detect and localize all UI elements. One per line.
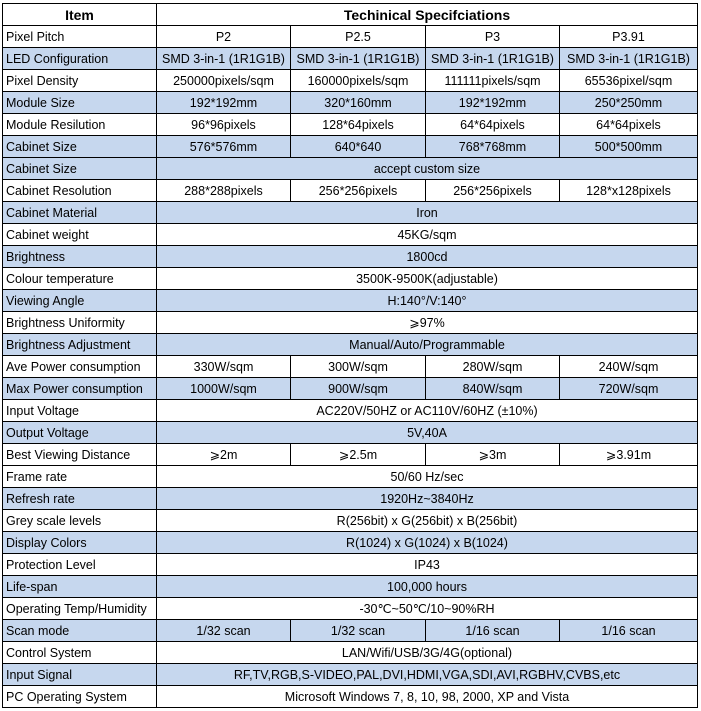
row-value: SMD 3-in-1 (1R1G1B) [291, 48, 426, 70]
row-value: 1000W/sqm [157, 378, 291, 400]
row-value: 250000pixels/sqm [157, 70, 291, 92]
table-row [3, 444, 698, 466]
row-label: Operating Temp/Humidity [3, 598, 157, 620]
table-row [3, 202, 698, 224]
row-label: Cabinet Resolution [3, 180, 157, 202]
row-value: ⩾2.5m [291, 444, 426, 466]
row-label: Cabinet Size [3, 136, 157, 158]
table-row [3, 334, 698, 356]
row-label: Brightness Uniformity [3, 312, 157, 334]
row-value: 256*256pixels [291, 180, 426, 202]
table-row [3, 620, 698, 642]
row-value: R(1024) x G(1024) x B(1024) [157, 532, 698, 554]
row-value: SMD 3-in-1 (1R1G1B) [426, 48, 560, 70]
row-value: 64*64pixels [560, 114, 698, 136]
row-value: 192*192mm [426, 92, 560, 114]
table-row [3, 532, 698, 554]
row-value: P2.5 [291, 26, 426, 48]
row-label: Grey scale levels [3, 510, 157, 532]
table-row [3, 290, 698, 312]
table-row [3, 246, 698, 268]
row-value: 160000pixels/sqm [291, 70, 426, 92]
row-label: Module Resilution [3, 114, 157, 136]
row-value: Microsoft Windows 7, 8, 10, 98, 2000, XP and Vista [157, 686, 698, 708]
row-value: 840W/sqm [426, 378, 560, 400]
row-value: 100,000 hours [157, 576, 698, 598]
row-value: 640*640 [291, 136, 426, 158]
table-row [3, 510, 698, 532]
row-label: Control System [3, 642, 157, 664]
table-row [3, 356, 698, 378]
row-value: -30℃~50℃/10~90%RH [157, 598, 698, 620]
table-row [3, 48, 698, 70]
row-value: accept custom size [157, 158, 698, 180]
row-value: 96*96pixels [157, 114, 291, 136]
row-label: Refresh rate [3, 488, 157, 510]
table-row [3, 554, 698, 576]
row-value: R(256bit) x G(256bit) x B(256bit) [157, 510, 698, 532]
table-row [3, 136, 698, 158]
row-value: 288*288pixels [157, 180, 291, 202]
table-row [3, 268, 698, 290]
row-value: 45KG/sqm [157, 224, 698, 246]
row-label: Best Viewing Distance [3, 444, 157, 466]
row-value: 65536pixel/sqm [560, 70, 698, 92]
row-value: 250*250mm [560, 92, 698, 114]
table-row [3, 400, 698, 422]
row-label: Pixel Pitch [3, 26, 157, 48]
row-label: Cabinet Size [3, 158, 157, 180]
row-value: ⩾97% [157, 312, 698, 334]
row-label: Protection Level [3, 554, 157, 576]
row-label: Cabinet Material [3, 202, 157, 224]
row-value: Iron [157, 202, 698, 224]
row-value: ⩾3.91m [560, 444, 698, 466]
spec-table [2, 3, 698, 708]
table-row [3, 26, 698, 48]
row-value: 900W/sqm [291, 378, 426, 400]
table-row [3, 158, 698, 180]
row-value: P3.91 [560, 26, 698, 48]
row-value: IP43 [157, 554, 698, 576]
row-value: 111111pixels/sqm [426, 70, 560, 92]
row-value: 192*192mm [157, 92, 291, 114]
row-value: 768*768mm [426, 136, 560, 158]
row-value: 576*576mm [157, 136, 291, 158]
header-item: Item [3, 4, 157, 26]
row-label: Output Voltage [3, 422, 157, 444]
row-label: Module Size [3, 92, 157, 114]
row-label: PC Operating System [3, 686, 157, 708]
row-label: Viewing Angle [3, 290, 157, 312]
table-row [3, 92, 698, 114]
row-value: 1800cd [157, 246, 698, 268]
table-row [3, 70, 698, 92]
row-value: P3 [426, 26, 560, 48]
row-value: 1/32 scan [157, 620, 291, 642]
row-value: 1/16 scan [426, 620, 560, 642]
table-row [3, 642, 698, 664]
row-value: 1920Hz~3840Hz [157, 488, 698, 510]
row-value: 280W/sqm [426, 356, 560, 378]
table-row [3, 312, 698, 334]
row-value: Manual/Auto/Programmable [157, 334, 698, 356]
spec-body [3, 26, 698, 708]
table-row [3, 466, 698, 488]
row-label: Ave Power consumption [3, 356, 157, 378]
row-label: Max Power consumption [3, 378, 157, 400]
row-value: 330W/sqm [157, 356, 291, 378]
row-value: 720W/sqm [560, 378, 698, 400]
row-label: Brightness Adjustment [3, 334, 157, 356]
row-value: LAN/Wifi/USB/3G/4G(optional) [157, 642, 698, 664]
row-value: 500*500mm [560, 136, 698, 158]
row-label: LED Configuration [3, 48, 157, 70]
row-label: Input Signal [3, 664, 157, 686]
table-row [3, 598, 698, 620]
row-value: 128*64pixels [291, 114, 426, 136]
row-label: Display Colors [3, 532, 157, 554]
row-value: SMD 3-in-1 (1R1G1B) [560, 48, 698, 70]
row-label: Brightness [3, 246, 157, 268]
row-value: 3500K-9500K(adjustable) [157, 268, 698, 290]
row-value: P2 [157, 26, 291, 48]
table-row [3, 378, 698, 400]
row-value: RF,TV,RGB,S-VIDEO,PAL,DVI,HDMI,VGA,SDI,AVI,RGBHV,CVBS,etc [157, 664, 698, 686]
row-value: ⩾3m [426, 444, 560, 466]
row-value: 256*256pixels [426, 180, 560, 202]
table-row [3, 180, 698, 202]
row-label: Input Voltage [3, 400, 157, 422]
row-value: SMD 3-in-1 (1R1G1B) [157, 48, 291, 70]
table-row [3, 114, 698, 136]
table-row [3, 576, 698, 598]
row-label: Frame rate [3, 466, 157, 488]
row-value: 240W/sqm [560, 356, 698, 378]
header-specs: Techinical Specifciations [157, 4, 698, 26]
row-value: 320*160mm [291, 92, 426, 114]
row-label: Colour temperature [3, 268, 157, 290]
row-value: H:140°/V:140° [157, 290, 698, 312]
row-value: AC220V/50HZ or AC110V/60HZ (±10%) [157, 400, 698, 422]
table-row [3, 664, 698, 686]
table-row [3, 224, 698, 246]
row-value: 5V,40A [157, 422, 698, 444]
row-value: 128*x128pixels [560, 180, 698, 202]
table-row [3, 686, 698, 708]
table-row [3, 422, 698, 444]
row-label: Scan mode [3, 620, 157, 642]
row-value: 300W/sqm [291, 356, 426, 378]
header-row [3, 4, 698, 26]
table-row [3, 488, 698, 510]
row-value: 50/60 Hz/sec [157, 466, 698, 488]
row-value: 64*64pixels [426, 114, 560, 136]
row-label: Pixel Density [3, 70, 157, 92]
row-value: 1/16 scan [560, 620, 698, 642]
row-value: ⩾2m [157, 444, 291, 466]
row-value: 1/32 scan [291, 620, 426, 642]
row-label: Cabinet weight [3, 224, 157, 246]
row-label: Life-span [3, 576, 157, 598]
